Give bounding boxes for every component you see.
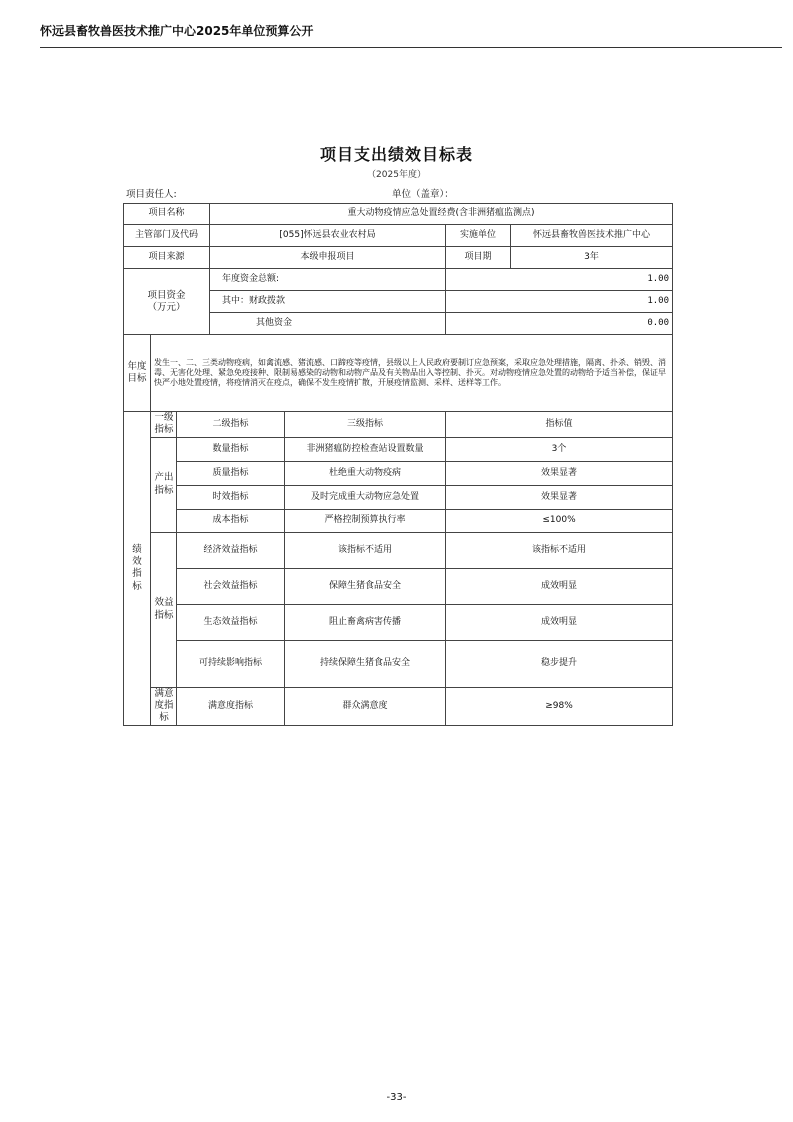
table-row <box>124 437 673 461</box>
period-value: 3年 <box>511 247 673 269</box>
level2-cell: 时效指标 <box>177 485 285 509</box>
table-row <box>124 461 673 485</box>
table-row <box>124 640 673 687</box>
period-label: 项目期 <box>446 247 511 269</box>
level3-cell: 持续保障生猪食品安全 <box>285 640 446 687</box>
performance-goal-table <box>123 203 673 726</box>
table-row <box>124 247 673 269</box>
value-cell: 稳步提升 <box>446 640 673 687</box>
table-row <box>124 687 673 725</box>
level1-header: 一级指标 <box>151 412 177 438</box>
value-cell: 效果显著 <box>446 461 673 485</box>
annual-goal-label: 年度 目标 <box>124 335 151 412</box>
table-row <box>124 604 673 640</box>
level2-cell: 满意度指标 <box>177 687 285 725</box>
table-year: （2025年度） <box>367 170 426 180</box>
funds-other-label: 其他资金 <box>210 313 446 335</box>
funds-other-value: 0.00 <box>446 313 673 335</box>
unit-seal-label: 单位（盖章）： <box>392 189 454 200</box>
level3-cell: 杜绝重大动物疫病 <box>285 461 446 485</box>
value-cell: ≥98% <box>446 687 673 725</box>
annual-goal-text: 发生一、二、三类动物疫病，如禽流感、猪流感、口蹄疫等疫情，县级以上人民政府要制订应急预案，采取应急处理措施，隔离、扑杀、销毁、消毒、无害化处理、紧急免疫接种、限制易感染的动物和动物产品及有关物品出入等控制、扑灭。对动物疫情应急处置的动物给予适当补偿，保证早快严小地处置疫情，将疫情消灭在疫点，确保不发生疫情扩散，开展疫情监测、采样、送样等工作。 <box>151 335 673 412</box>
project-name-value: 重大动物疫情应急处置经费(含非洲猪瘟监测点) <box>210 204 673 225</box>
output-indicator-label: 产出指标 <box>151 437 177 532</box>
source-value: 本级申报项目 <box>210 247 446 269</box>
table-row <box>124 485 673 509</box>
level3-cell: 及时完成重大动物应急处置 <box>285 485 446 509</box>
value-cell: 成效明显 <box>446 604 673 640</box>
page-number: -33- <box>386 1092 407 1103</box>
level2-header: 二级指标 <box>177 412 285 438</box>
benefit-indicator-label: 效益指标 <box>151 532 177 687</box>
value-cell: 成效明显 <box>446 568 673 604</box>
level2-cell: 成本指标 <box>177 509 285 532</box>
project-name-label: 项目名称 <box>124 204 210 225</box>
table-title: 项目支出绩效目标表 <box>319 145 473 164</box>
level3-cell: 该指标不适用 <box>285 532 446 568</box>
level3-cell: 非洲猪瘟防控检查站设置数量 <box>285 437 446 461</box>
level3-cell: 阻止畜禽病害传播 <box>285 604 446 640</box>
responsible-person-label: 项目责任人: <box>126 189 177 200</box>
table-row <box>124 335 673 412</box>
value-cell: 该指标不适用 <box>446 532 673 568</box>
funds-label: 项目资金 （万元） <box>124 269 210 335</box>
satisfaction-indicator-label: 满意度指标 <box>151 687 177 725</box>
page-header: 怀远县畜牧兽医技术推广中心2025年单位预算公开 <box>40 22 782 48</box>
dept-value: [055]怀远县农业农村局 <box>210 225 446 247</box>
level3-cell: 群众满意度 <box>285 687 446 725</box>
value-cell: 3个 <box>446 437 673 461</box>
perf-indicator-label: 绩效指标 <box>124 412 151 726</box>
level3-cell: 严格控制预算执行率 <box>285 509 446 532</box>
funds-fiscal-value: 1.00 <box>446 291 673 313</box>
table-row <box>124 225 673 247</box>
level2-cell: 可持续影响指标 <box>177 640 285 687</box>
funds-total-value: 1.00 <box>446 269 673 291</box>
impl-unit-label: 实施单位 <box>446 225 511 247</box>
table-row <box>124 269 673 291</box>
value-header: 指标值 <box>446 412 673 438</box>
value-cell: 效果显著 <box>446 485 673 509</box>
impl-unit-value: 怀远县畜牧兽医技术推广中心 <box>511 225 673 247</box>
table-row <box>124 532 673 568</box>
level2-cell: 质量指标 <box>177 461 285 485</box>
level2-cell: 数量指标 <box>177 437 285 461</box>
level3-cell: 保障生猪食品安全 <box>285 568 446 604</box>
funds-fiscal-label: 其中：财政拨款 <box>210 291 446 313</box>
dept-label: 主管部门及代码 <box>124 225 210 247</box>
level3-header: 三级指标 <box>285 412 446 438</box>
table-row <box>124 509 673 532</box>
level2-cell: 生态效益指标 <box>177 604 285 640</box>
table-row <box>124 568 673 604</box>
table-row <box>124 204 673 225</box>
value-cell: ≤100% <box>446 509 673 532</box>
funds-total-label: 年度资金总额: <box>210 269 446 291</box>
level2-cell: 经济效益指标 <box>177 532 285 568</box>
source-label: 项目来源 <box>124 247 210 269</box>
table-row <box>124 412 673 438</box>
level2-cell: 社会效益指标 <box>177 568 285 604</box>
